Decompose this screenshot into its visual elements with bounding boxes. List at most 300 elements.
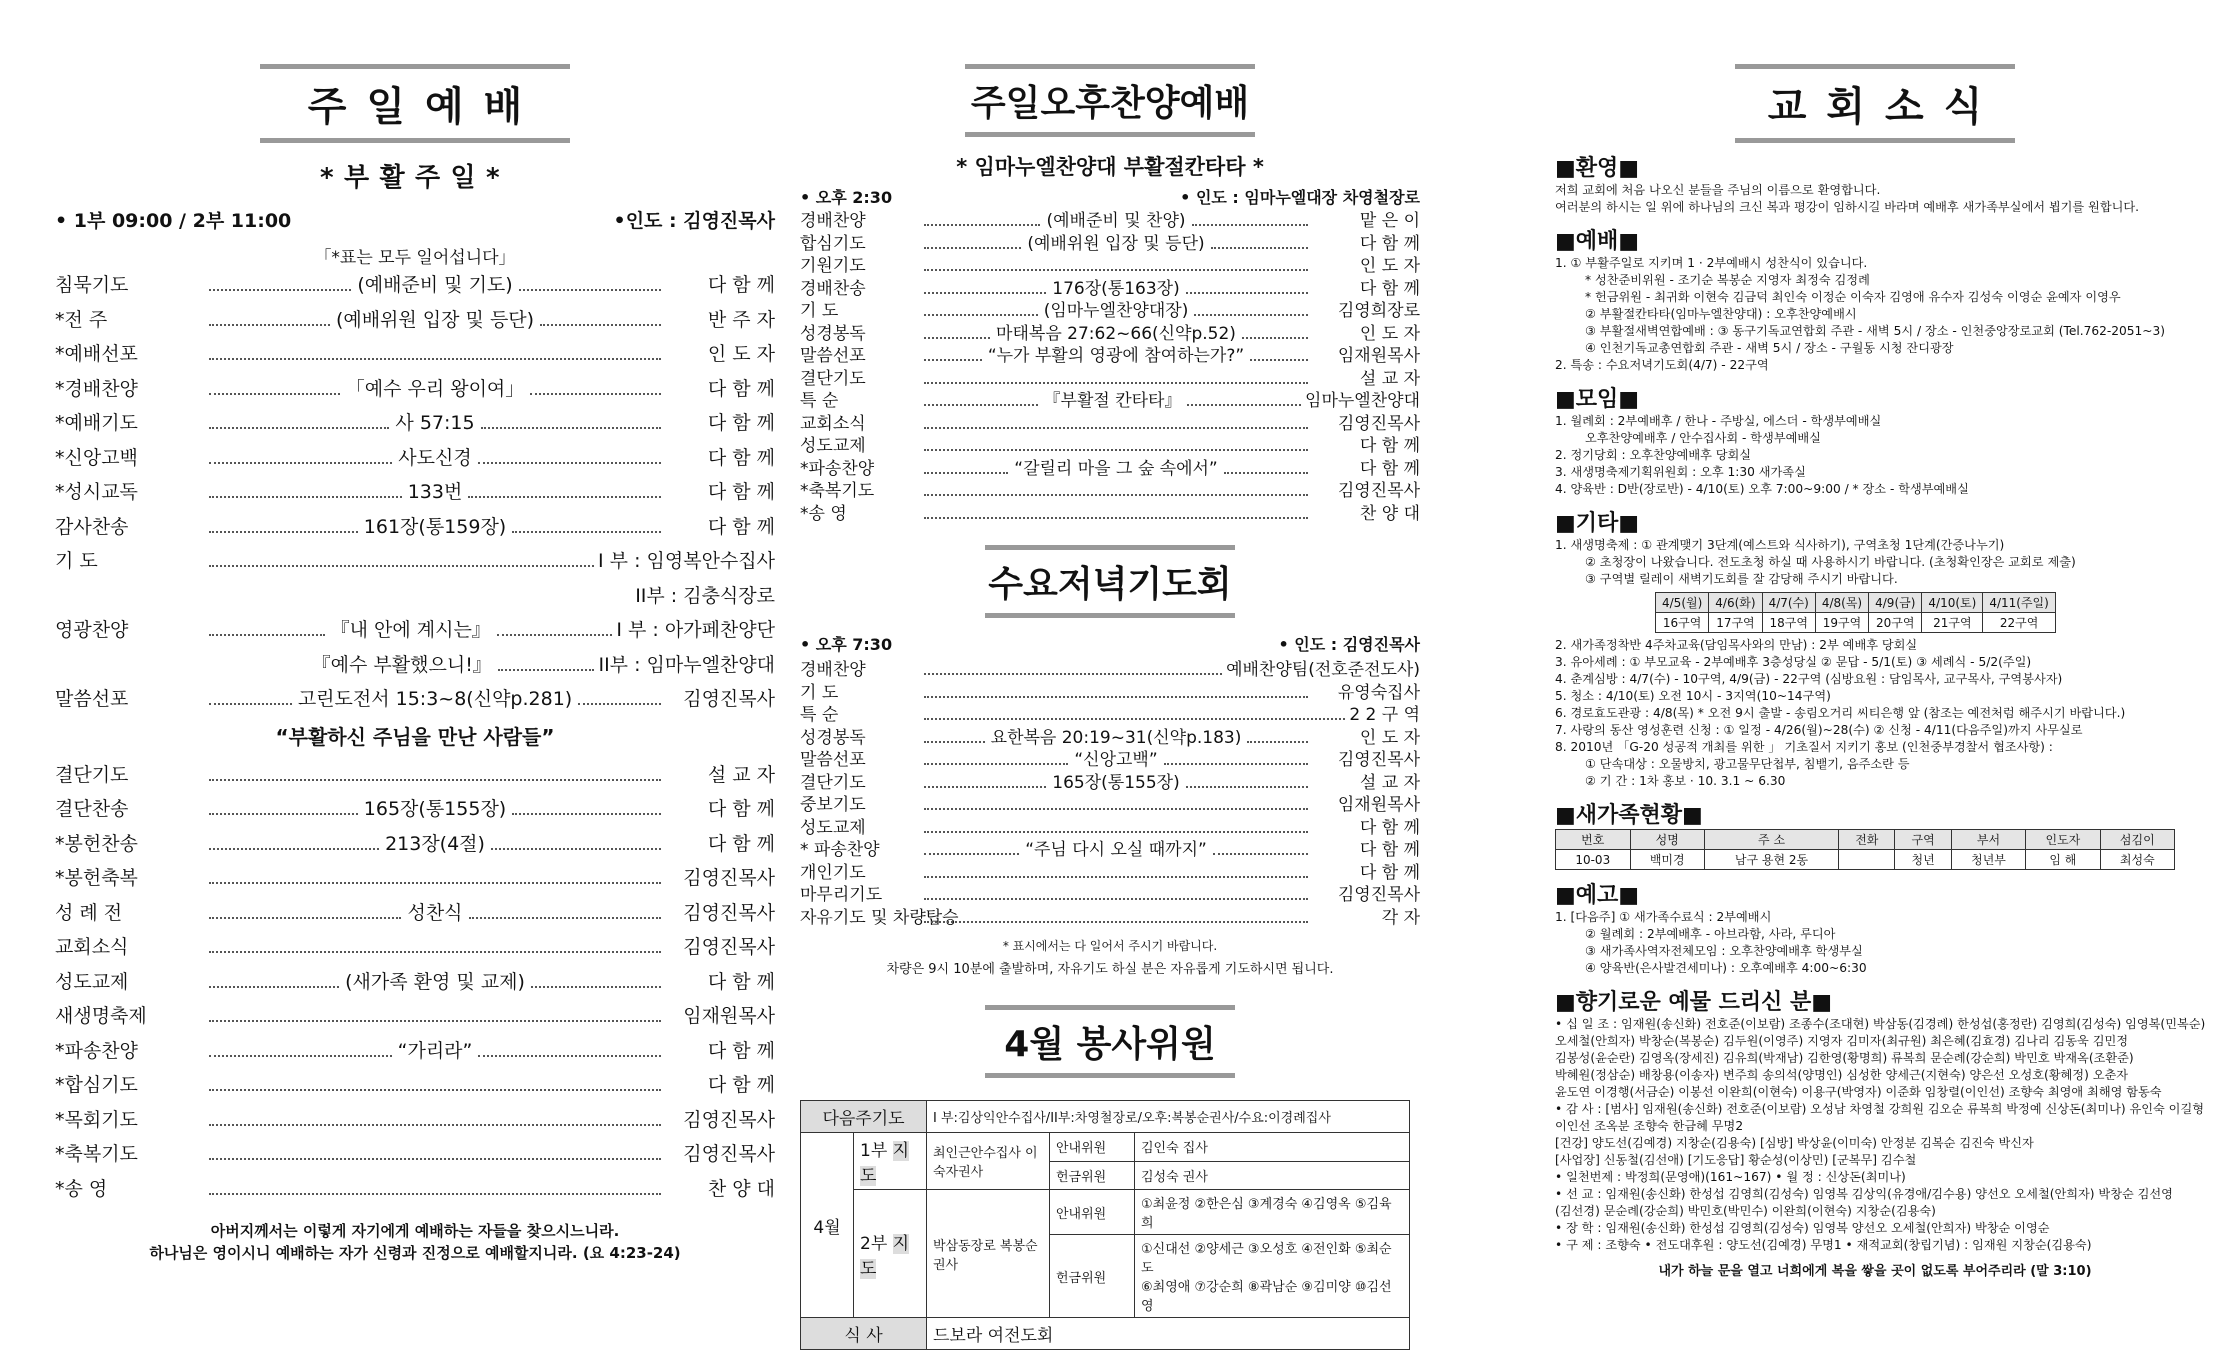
order-label: *목회기도 <box>55 1108 138 1131</box>
order-person: 김영진목사 <box>1337 750 1420 770</box>
middle-subtitle: * 임마누엘찬양대 부활절칸타타 * <box>956 155 1264 179</box>
order-person: 다 함 께 <box>707 515 775 538</box>
notice-line: ② 월례회 : 2부예배후 - 아브라함, 사라, 루디아 <box>1585 927 1836 941</box>
duty-part1-leaders: 최인근안수집사 이숙자권사 <box>927 1133 1050 1190</box>
table-row <box>1656 613 2056 633</box>
dot-leader <box>209 951 661 953</box>
relay-prayer-table <box>1655 592 2056 633</box>
dot-leader <box>209 565 594 567</box>
table-cell: 4/8(목) <box>1815 593 1868 613</box>
left-order-list <box>55 268 775 717</box>
left-footer-line1: 아버지께서는 이렇게 자기에게 예배하는 자들을 찾으시느니라. <box>210 1222 620 1240</box>
order-person: II부 : 임마누엘찬양대 <box>598 653 775 676</box>
table-row <box>1556 830 2175 850</box>
order-person: 김영진목사 <box>683 867 775 889</box>
order-row <box>55 758 775 793</box>
notice-line: 이인선 조옥분 조향숙 한금혜 무명2 <box>1555 1119 1744 1133</box>
dot-leader <box>924 314 1038 316</box>
order-label: 성경봉독 <box>800 323 866 344</box>
dot-leader <box>924 786 1046 788</box>
table-cell: 주 소 <box>1704 830 1838 850</box>
left-order-list-2 <box>55 758 775 1207</box>
dot-leader <box>924 763 1068 765</box>
duty-part2-offer-label: 헌금위원 <box>1050 1235 1135 1318</box>
notice-line: 5. 청소 : 4/10(토) 오전 10시 - 3지역(10~14구역) <box>1555 689 1831 703</box>
order-row <box>800 413 1420 436</box>
table-cell: 성명 <box>1630 830 1704 850</box>
order-row <box>55 372 775 407</box>
dot-leader <box>924 269 1308 271</box>
order-row <box>800 435 1420 458</box>
dot-leader <box>512 531 661 533</box>
order-person: 다 함 께 <box>1359 862 1420 883</box>
left-leader: •인도 : 김영진목사 <box>613 210 775 232</box>
left-column <box>55 0 775 1262</box>
dot-leader <box>1164 763 1308 765</box>
order-row <box>800 839 1420 862</box>
table-cell: 부서 <box>1951 830 2025 850</box>
notice-line: 3. 유아세례 : ① 부모교육 - 2부예배후 3층성당실 ② 문답 - 5/1(토) ③ 세례식 - 5/2(주일) <box>1555 655 2032 669</box>
dot-leader <box>478 462 661 464</box>
order-leader-line <box>209 1020 661 1022</box>
notice-line: • 장 학 : 임재원(송신화) 한성섭 김영희(김성숙) 임영복 양선오 오세철(안희자) 박창순 이영순 <box>1555 1221 2050 1235</box>
order-label: 결단기도 <box>800 772 866 793</box>
order-row <box>800 749 1420 772</box>
order-leader-line <box>209 965 661 1000</box>
table-cell: 남구 용현 2동 <box>1704 850 1838 870</box>
order-person: 임재원목사 <box>1337 346 1420 366</box>
order-person: 다 함 께 <box>707 412 775 434</box>
order-label: *경배찬양 <box>55 377 138 400</box>
order-label: 마무리기도 <box>800 885 883 905</box>
table-cell: 전화 <box>1839 830 1895 850</box>
order-row <box>800 862 1420 885</box>
order-leader-line <box>924 749 1308 772</box>
order-person: 찬 양 대 <box>1359 503 1420 524</box>
etc-section-2 <box>1555 637 2195 790</box>
table-cell: 임 해 <box>2026 850 2100 870</box>
dot-leader <box>209 779 661 781</box>
order-label: 기 도 <box>800 682 839 703</box>
order-leader-line <box>209 510 661 545</box>
table-cell: 21구역 <box>1922 613 1983 633</box>
order-row <box>800 704 1420 727</box>
notice-heading: ■예고■ <box>1555 883 1640 908</box>
notice-line: 4. 춘계심방 : 4/7(수) - 10구역, 4/9(금) - 22구역 (심방요원 : 담임목사, 교구목사, 구역봉사자) <box>1555 672 2063 686</box>
middle-column <box>800 0 1420 1346</box>
duty-part1-guide-label: 안내위원 <box>1050 1133 1135 1162</box>
order-label: *성시교독 <box>55 481 138 503</box>
dot-leader <box>209 986 339 988</box>
dot-leader <box>209 703 292 705</box>
order-person: 다 함 께 <box>707 274 775 296</box>
order-detail: 사 57:15 <box>395 412 475 434</box>
order-detail: 『부활절 칸타타』 <box>1043 391 1182 411</box>
order-leader-line <box>924 772 1308 795</box>
order-leader-line <box>924 458 1308 481</box>
order-label: 말씀선포 <box>55 688 129 710</box>
order-detail: (예배준비 및 기도) <box>357 274 513 296</box>
order-row <box>800 907 1420 930</box>
order-label: 특 순 <box>800 391 839 411</box>
order-person: 다 함 께 <box>1359 233 1420 254</box>
order-label: 기원기도 <box>800 256 866 276</box>
notice-line: ④ 인천기독교총연합회 주관 - 새벽 5시 / 장소 - 구월동 시청 잔디광장 <box>1585 341 1954 355</box>
dot-leader <box>481 427 661 429</box>
order-label: 중보기도 <box>800 795 866 815</box>
dot-leader <box>924 494 1308 496</box>
order-row <box>800 817 1420 840</box>
dot-leader <box>1213 853 1308 855</box>
order-person: 유영숙집사 <box>1337 682 1420 703</box>
order-label: 감사찬송 <box>55 515 129 538</box>
order-person: 다 함 께 <box>1359 458 1420 479</box>
order-person: 반 주 자 <box>707 308 775 331</box>
order-person: 각 자 <box>1381 907 1420 928</box>
order-person: 다 함 께 <box>707 1039 775 1062</box>
table-cell <box>1839 850 1895 870</box>
order-detail: (예배위원 입장 및 등단) <box>335 308 535 331</box>
order-label: *예배선포 <box>55 343 138 365</box>
order-label: *송 영 <box>800 503 847 524</box>
order-leader-line <box>924 210 1308 233</box>
duty-part2-guide-label: 안내위원 <box>1050 1190 1135 1235</box>
table-cell: 4/9(금) <box>1869 593 1922 613</box>
order-person: 임재원목사 <box>1337 795 1420 815</box>
order-label: 결단기도 <box>800 368 866 389</box>
order-person: 다 함 께 <box>1359 436 1420 456</box>
wednesday-title: 수요저녁기도회 <box>985 545 1235 618</box>
order-person: 다 함 께 <box>707 832 775 855</box>
order-detail: (예배위원 입장 및 등단) <box>1027 233 1205 254</box>
notice-line: 2. 특송 : 수요저녁기도회(4/7) - 22구역 <box>1555 358 1769 372</box>
order-leader-line <box>209 372 661 407</box>
dot-leader <box>209 1193 661 1195</box>
order-row <box>800 210 1420 233</box>
order-leader-line <box>209 682 661 717</box>
middle-note1: * 표시에서는 다 일어서 주시기 바랍니다. <box>1002 939 1218 953</box>
notice-line: ③ 새가족사역자전체모임 : 오후찬양예배후 학생부실 <box>1585 944 1863 958</box>
order-leader-line <box>924 718 1345 720</box>
meeting-section <box>1555 413 2195 498</box>
notice-line: • 구 제 : 조향숙 • 전도대후원 : 양도선(김예경) 무명1 • 재적교회(창립기념) : 임재원 지창순(김용숙) <box>1555 1238 2092 1252</box>
order-leader-line <box>209 1089 661 1091</box>
order-label: 경배찬양 <box>800 211 866 231</box>
order-detail: 『예수 부활했으니!』 <box>311 653 492 676</box>
duty-table <box>800 1100 1410 1350</box>
left-subtitle: *부활주일* <box>319 163 511 193</box>
notice-line: * 성찬준비위원 - 조기순 복봉순 지영자 최정숙 김정례 <box>1585 273 1870 287</box>
notice-line: 윤도연 이경행(서금순) 이봉선 이완희(이현숙) 이용구(박영자) 이준화 임창렬(이인선) 조향숙 최영애 최해영 함동숙 <box>1555 1085 2162 1099</box>
dot-leader <box>209 427 389 429</box>
order-row <box>55 613 775 648</box>
table-cell: 4/7(수) <box>1762 593 1815 613</box>
left-meta <box>55 206 775 233</box>
order-label: 성경봉독 <box>800 727 866 748</box>
order-label: *합심기도 <box>55 1074 138 1096</box>
order-label: *봉헌찬송 <box>55 832 138 855</box>
table-cell: 20구역 <box>1869 613 1922 633</box>
order-row <box>55 965 775 1000</box>
dot-leader <box>209 324 330 326</box>
right-title: 교회소식 <box>1735 64 2015 143</box>
meeting-heading: ■모임■ <box>1555 387 1640 412</box>
dot-leader <box>924 741 985 743</box>
dot-leader <box>209 1124 661 1126</box>
dot-leader <box>209 393 340 395</box>
dot-leader <box>491 848 661 850</box>
dot-leader <box>924 673 1222 675</box>
middle-note2: 차량은 9시 10분에 출발하며, 자유기도 하실 분은 자유롭게 기도하시면 됩니다. <box>886 962 1334 977</box>
order-person: 김영진목사 <box>1337 481 1420 501</box>
notice-line: ① 단속대상 : 오물방치, 광고물무단첩부, 침뱉기, 음주소란 등 <box>1585 757 1910 771</box>
dot-leader <box>1192 224 1308 226</box>
order-row <box>800 884 1420 907</box>
dot-leader <box>924 382 1308 384</box>
etc-section <box>1555 537 2195 588</box>
order-leader-line <box>209 648 594 683</box>
order-label: 경배찬송 <box>800 278 866 299</box>
order-person: 인 도 자 <box>1359 256 1420 276</box>
dot-leader <box>924 337 990 339</box>
duty-part2-offer <box>1135 1235 1410 1318</box>
order-label: *축복기도 <box>800 481 875 501</box>
order-person: 임마누엘찬양대 <box>1305 391 1420 411</box>
order-leader-line <box>924 278 1308 301</box>
middle-order-list <box>800 210 1420 525</box>
newfamily-table <box>1555 829 2175 870</box>
dot-leader <box>209 882 661 884</box>
order-row <box>55 441 775 476</box>
order-row <box>800 233 1420 256</box>
notice-section <box>1555 909 2195 977</box>
notice-line: (김선경) 문순례(강순희) 박민호(박민수) 이완희(이현숙) 지창순(김용숙) <box>1555 1204 1936 1218</box>
order-label: 침묵기도 <box>55 274 129 296</box>
order-leader-line <box>924 808 1308 810</box>
wednesday-order-list <box>800 659 1420 929</box>
dot-leader <box>531 986 661 988</box>
order-row <box>800 682 1420 705</box>
dot-leader <box>1224 472 1308 474</box>
table-cell: 4/10(토) <box>1922 593 1983 613</box>
order-person: 임재원목사 <box>683 1005 775 1027</box>
order-person: 다 함 께 <box>707 970 775 993</box>
order-label: 결단기도 <box>55 763 129 786</box>
order-row <box>800 300 1420 323</box>
order-row <box>55 792 775 827</box>
duty-part2 <box>854 1190 927 1318</box>
order-leader-line <box>209 896 661 931</box>
table-cell: 청년부 <box>1951 850 2025 870</box>
order-person: 김영희장로 <box>1337 301 1420 321</box>
order-detail: 고린도전서 15:3~8(신약p.281) <box>297 688 573 710</box>
order-row <box>800 345 1420 368</box>
order-person: 김영진목사 <box>683 901 775 924</box>
order-label: *신앙고백 <box>55 446 138 469</box>
order-leader-line <box>209 358 661 360</box>
notice-line: 8. 2010년 「G-20 성공적 개최를 위한 」 기초질서 지키기 홍보 (인천중부경찰서 협조사항) : <box>1555 740 2053 754</box>
left-title: 주일예배 <box>260 64 570 143</box>
order-label: 성도교제 <box>800 436 866 456</box>
order-row <box>800 659 1420 682</box>
dot-leader <box>924 517 1308 519</box>
order-row <box>55 999 775 1034</box>
order-row <box>55 1172 775 1207</box>
table-cell: 22구역 <box>1983 613 2056 633</box>
order-leader-line <box>924 323 1308 346</box>
order-person: 다 함 께 <box>1359 278 1420 299</box>
order-person: 다 함 께 <box>707 798 775 820</box>
table-cell: 백미경 <box>1630 850 1704 870</box>
order-row <box>800 772 1420 795</box>
notice-line: 1. [다음주] ① 새가족수료식 : 2부예배시 <box>1555 910 1772 924</box>
dot-leader <box>578 703 661 705</box>
order-leader-line <box>924 696 1308 698</box>
notice-line: ② 초청장이 나왔습니다. 전도초청 하실 때 사용하시기 바랍니다. (초청확인장은 교회로 제출) <box>1585 555 2076 569</box>
order-label: *파송찬양 <box>800 458 875 479</box>
worship-heading: ■예배■ <box>1555 229 1640 254</box>
order-row <box>800 323 1420 346</box>
order-row <box>55 1034 775 1069</box>
dot-leader <box>924 853 1019 855</box>
order-person: 설 교 자 <box>707 763 775 786</box>
order-label: 교회소식 <box>55 936 129 958</box>
dot-leader <box>1242 337 1308 339</box>
order-leader-line <box>924 898 1308 900</box>
dot-leader <box>1194 314 1308 316</box>
order-row <box>800 794 1420 817</box>
order-person: I 부 : 임영복안수집사 <box>598 550 775 572</box>
order-leader-line <box>924 382 1308 384</box>
dot-leader <box>924 876 1308 878</box>
order-row <box>55 544 775 579</box>
order-label: 교회소식 <box>800 413 866 434</box>
notice-line: 박혜원(정삼순) 배창용(이송자) 변주희 송의석(양명인) 심성한 양세근(지현숙) 양은선 오성호(황혜정) 오춘자 <box>1555 1068 2129 1082</box>
order-person: 다 함 께 <box>707 446 775 469</box>
notice-line: 2. 새가족정착반 4주차교육(담임목사와의 만남) : 2부 예배후 당회실 <box>1555 638 1918 652</box>
order-label: 경배찬양 <box>800 660 866 680</box>
order-label: 성도교제 <box>800 817 866 838</box>
order-detail: 사도신경 <box>398 446 472 469</box>
dot-leader <box>924 404 1038 406</box>
dot-leader <box>209 1158 661 1160</box>
welcome-section <box>1555 182 2195 216</box>
next-prayer-value: I 부:김상익안수집사/II부:차영철장로/오후:복봉순권사/수요:이경례집사 <box>927 1101 1410 1133</box>
right-column <box>1555 0 2206 1279</box>
welcome-heading: ■환영■ <box>1555 156 1640 181</box>
left-note: 「*표는 모두 일어섭니다」 <box>314 248 516 268</box>
order-leader-line <box>209 406 661 441</box>
table-cell: 10-03 <box>1556 850 1631 870</box>
order-detail: “누가 부활의 영광에 참여하는가?” <box>987 346 1245 366</box>
dot-leader <box>1250 359 1308 361</box>
left-footer-line2: 하나님은 영이시니 예배하는 자가 신령과 진정으로 예배할지니라. (요 4:23-24) <box>149 1244 681 1262</box>
order-detail: 213장(4절) <box>385 832 485 855</box>
dot-leader <box>924 831 1308 833</box>
table-cell: 19구역 <box>1815 613 1868 633</box>
notice-line: 7. 사랑의 동산 영성훈련 신청 : ① 일정 - 4/26(월)~28(수) ② 신청 - 4/11(다음주일)까지 사무실로 <box>1555 723 2083 737</box>
duty-part1-offer: 김성숙 권사 <box>1135 1161 1410 1190</box>
duty-part2-guide: ①최윤정 ②한은심 ③계경숙 ④김영옥 ⑤김육희 <box>1135 1190 1410 1235</box>
dot-leader <box>924 359 982 361</box>
order-label: *송 영 <box>55 1177 108 1200</box>
order-leader-line <box>209 303 661 338</box>
order-label: *봉헌축복 <box>55 867 138 889</box>
notice-line: 저희 교회에 처음 나오신 분들을 주님의 이름으로 환영합니다. <box>1555 183 1881 197</box>
order-row <box>800 503 1420 526</box>
notice-line: 4. 양육반 : D반(장로반) - 4/10(토) 오후 7:00~9:00 / * 장소 - 학생부예배실 <box>1555 482 1969 496</box>
order-person: 다 함 께 <box>707 1074 775 1096</box>
order-row <box>800 480 1420 503</box>
order-row <box>55 682 775 717</box>
order-person: II부 : 김충식장로 <box>635 584 775 607</box>
dot-leader <box>1187 404 1301 406</box>
order-row <box>55 1137 775 1172</box>
left-sermon-title: “부활하신 주님을 만난 사람들” <box>275 724 555 749</box>
order-leader-line <box>209 441 661 476</box>
dot-leader <box>209 848 379 850</box>
order-detail: (새가족 환영 및 교제) <box>345 970 525 993</box>
duty-part1-offer-label: 헌금위원 <box>1050 1161 1135 1190</box>
order-leader-line <box>209 613 612 648</box>
dot-leader <box>209 1089 661 1091</box>
order-row <box>55 337 775 372</box>
table-cell: 최성숙 <box>2100 850 2174 870</box>
meal-label: 식 사 <box>801 1318 927 1350</box>
order-row <box>800 458 1420 481</box>
order-leader-line <box>209 475 661 510</box>
order-label: 성 례 전 <box>55 901 123 924</box>
order-detail: 161장(통159장) <box>363 515 507 538</box>
left-footer <box>55 1220 775 1264</box>
dot-leader <box>924 921 1308 923</box>
notice-line: [사업장] 신동철(김선애) [기도응답] 황순성(이상민) [군복무] 김수철 <box>1555 1153 1917 1167</box>
duty-part1 <box>854 1133 927 1190</box>
order-detail: “신앙고백” <box>1074 750 1158 770</box>
dot-leader <box>1186 292 1308 294</box>
order-leader-line <box>209 1158 661 1160</box>
duty-part1-guide: 김인숙 집사 <box>1135 1133 1410 1162</box>
dot-leader <box>209 634 325 636</box>
order-detail: 성찬식 <box>407 901 463 924</box>
wednesday-leader: • 인도 : 김영진목사 <box>1278 635 1420 654</box>
order-row <box>55 827 775 862</box>
dot-leader <box>209 1020 661 1022</box>
order-label: 성도교제 <box>55 970 129 993</box>
order-person: 김영진목사 <box>1337 885 1420 905</box>
table-cell: 4/11(주일) <box>1983 593 2056 613</box>
order-row <box>55 510 775 545</box>
offering-section <box>1555 1016 2206 1254</box>
notice-line: ③ 부활절새벽연합예배 : ③ 동구기독교연합회 주관 - 새벽 5시 / 장소 - 인천중앙장로교회 (Tel.762-2051~3) <box>1585 324 2165 338</box>
order-row <box>55 861 775 896</box>
dot-leader <box>209 813 358 815</box>
notice-line: ② 부활절칸타타(임마누엘찬양대) : 오후찬양예배시 <box>1585 307 1857 321</box>
order-person: 김영진목사 <box>683 1108 775 1131</box>
closing-verse: 내가 하늘 문을 열고 너희에게 복을 쌓을 곳이 없도록 부어주리라 (말 3:10) <box>1658 1264 2092 1279</box>
order-person: 인 도 자 <box>707 343 775 365</box>
dot-leader <box>209 917 401 919</box>
table-cell: 16구역 <box>1656 613 1709 633</box>
notice-line: 6. 경로효도관광 : 4/8(목) * 오전 9시 출발 - 송림오거리 씨티은행 앞 (참조는 예전처럼 해주시기 바랍니다.) <box>1555 706 2126 720</box>
dot-leader <box>540 324 661 326</box>
dot-leader <box>209 496 402 498</box>
order-leader-line <box>924 449 1308 451</box>
order-leader-line <box>924 269 1308 271</box>
dot-leader <box>924 427 1308 429</box>
dot-leader <box>924 247 1021 249</box>
order-label: * 파송찬양 <box>800 840 880 860</box>
